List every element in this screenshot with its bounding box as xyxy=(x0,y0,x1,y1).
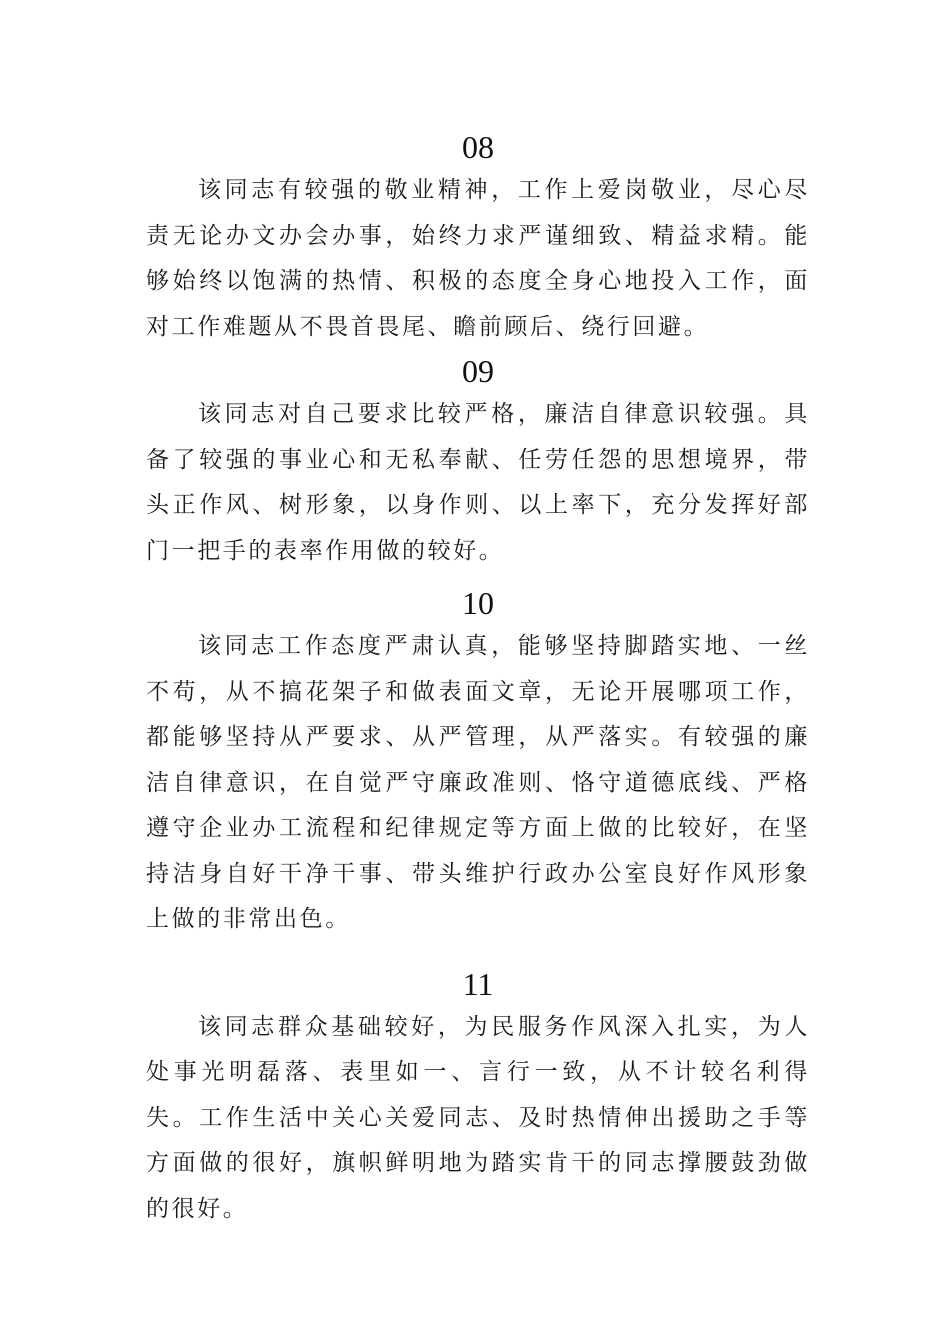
section-number-10: 10 xyxy=(462,585,494,621)
document-page xyxy=(146,126,810,1232)
section-paragraph-10: 该同志工作态度严肃认真，能够坚持脚踏实地、一丝不苟，从不搞花架子和做表面文章，无论开展哪项工作，都能够坚持从严要求、从严管理，从严落实。有较强的廉洁自律意识，在自觉严守廉政准则、恪守道德底线、严格遵守企业办工流程和纪律规定等方面上做的比较好，在坚持洁身自好干净干事、带头维护行政办公室良好作风形象上做的非常出色。 xyxy=(146,633,810,932)
section-paragraph-09: 该同志对自己要求比较严格，廉洁自律意识较强。具备了较强的事业心和无私奉献、任劳任怨的思想境界，带头正作风、树形象，以身作则、以上率下，充分发挥好部门一把手的表率作用做的较好。 xyxy=(146,401,810,564)
section-number-09: 09 xyxy=(462,353,494,389)
section-paragraph-11: 该同志群众基础较好，为民服务作风深入扎实，为人处事光明磊落、表里如一、言行一致，从不计较名利得失。工作生活中关心关爱同志、及时热情伸出援助之手等方面做的很好，旗帜鲜明地为踏实肯干的同志撑腰鼓劲做的很好。 xyxy=(146,1013,810,1222)
section-paragraph-08: 该同志有较强的敬业精神，工作上爱岗敬业，尽心尽责无论办文办会办事，始终力求严谨细致、精益求精。能够始终以饱满的热情、积极的态度全身心地投入工作，面对工作难题从不畏首畏尾、瞻前顾后、绕行回避。 xyxy=(146,177,810,340)
section-number-11: 11 xyxy=(462,965,494,1002)
section-number-08: 08 xyxy=(462,129,494,165)
